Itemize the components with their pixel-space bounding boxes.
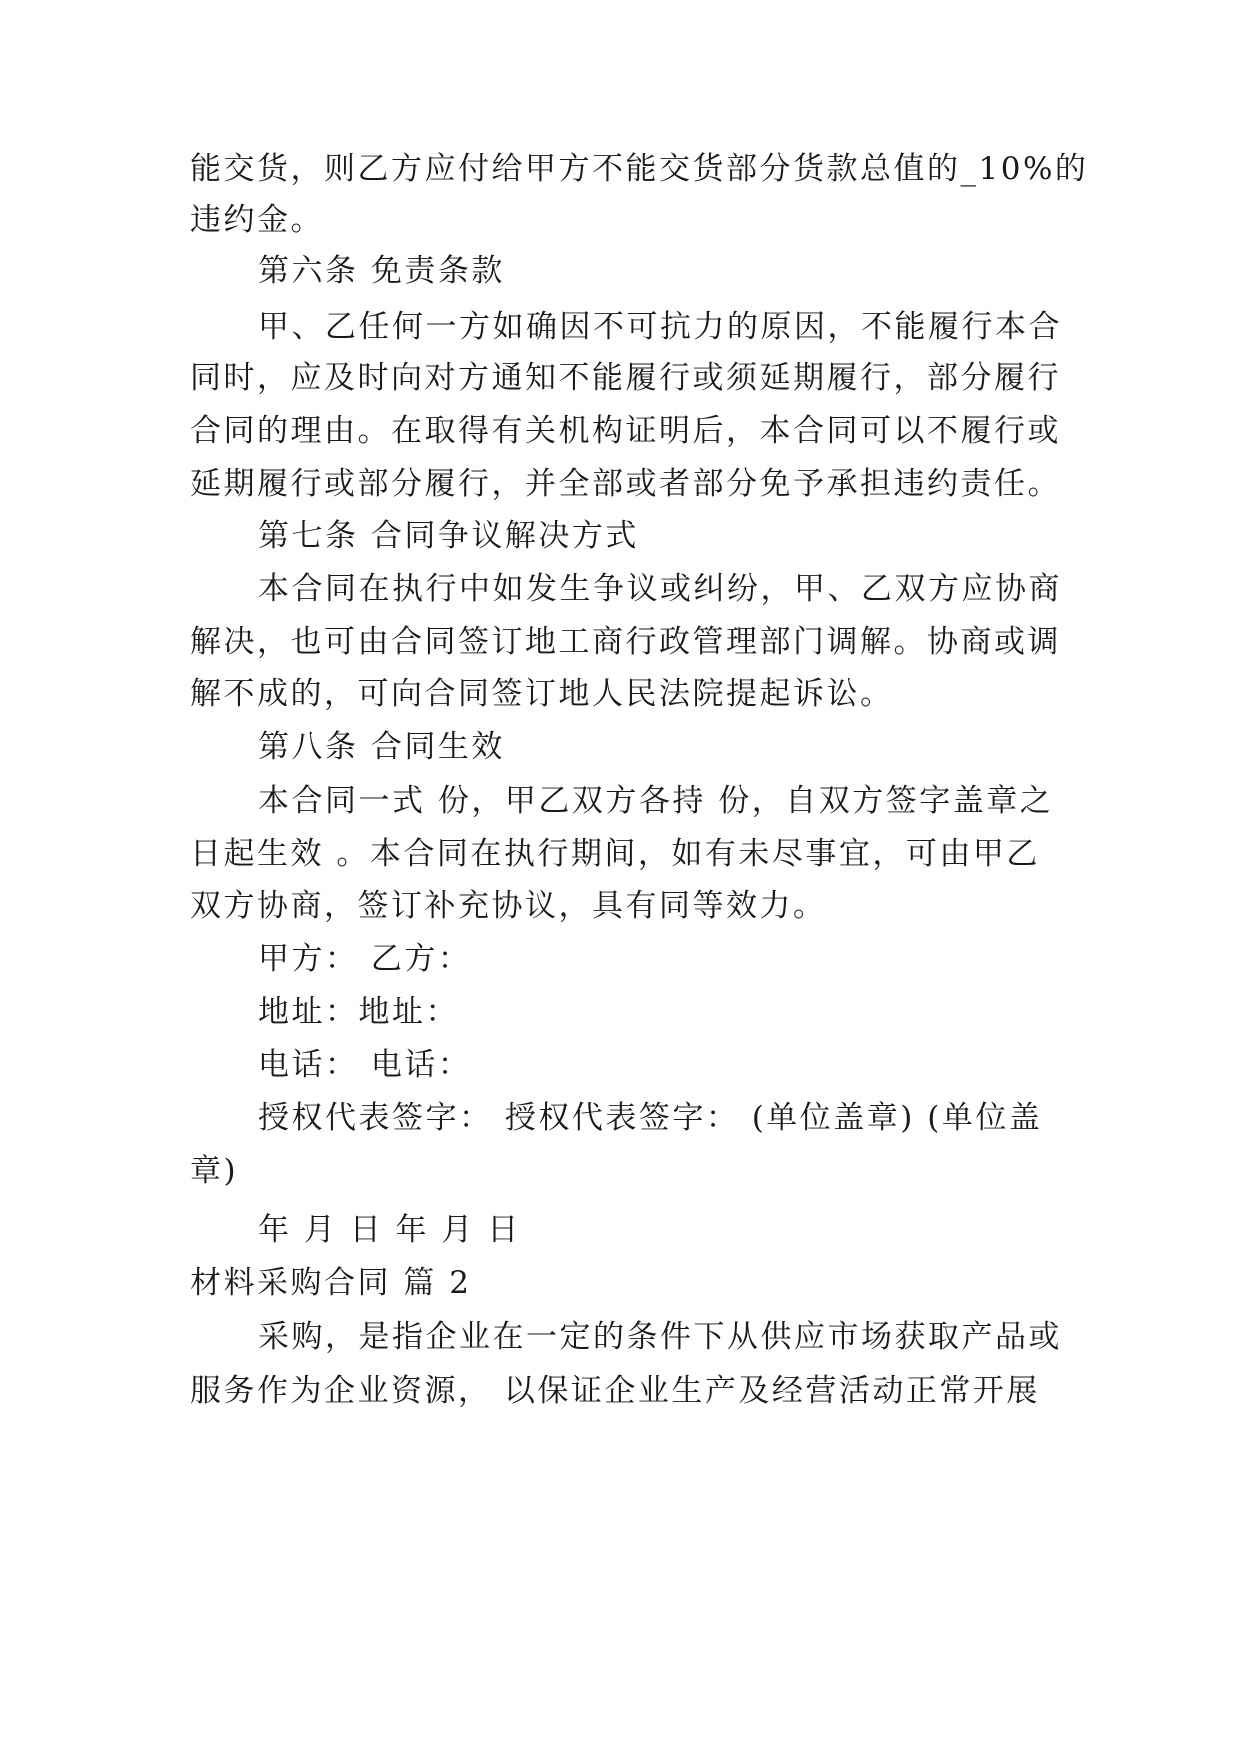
text-line: 本合同在执行中如发生争议或纠纷，甲、乙双方应协商 [258, 571, 1062, 607]
signature-field-party: 甲方： 乙方： [258, 941, 472, 977]
text-line: 双方协商，签订补充协议，具有同等效力。 [190, 888, 827, 924]
section-heading: 第六条 免责条款 [258, 253, 505, 289]
text-line: 违约金。 [190, 202, 324, 238]
text-line: 能交货，则乙方应付给甲方不能交货部分货款总值的_10%的 [190, 151, 1089, 187]
document-subtitle: 材料采购合同 篇 2 [190, 1265, 472, 1301]
text-line: 解决，也可由合同签订地工商行政管理部门调解。协商或调 [190, 624, 1061, 660]
text-line: 延期履行或部分履行，并全部或者部分免予承担违约责任。 [190, 466, 1061, 502]
text-line: 甲、乙任何一方如确因不可抗力的原因，不能履行本合 [258, 309, 1062, 345]
text-line: 解不成的，可向合同签订地人民法院提起诉讼。 [190, 676, 894, 712]
text-line: 本合同一式 份，甲乙双方各持 份，自双方签字盖章之 [258, 783, 1054, 819]
section-heading: 第七条 合同争议解决方式 [258, 518, 639, 554]
signature-field-date: 年 月 日 年 月 日 [258, 1212, 521, 1248]
section-heading: 第八条 合同生效 [258, 729, 505, 765]
text-line: 合同的理由。在取得有关机构证明后，本合同可以不履行或 [190, 413, 1061, 449]
text-line: 服务作为企业资源， 以保证企业生产及经营活动正常开展 [190, 1373, 1040, 1409]
text-line: 章) [190, 1153, 239, 1189]
signature-field-phone: 电话： 电话： [258, 1047, 472, 1083]
text-line: 日起生效 。本合同在执行期间，如有未尽事宜，可由甲乙 [190, 836, 1040, 872]
signature-field-representative: 授权代表签字： 授权代表签字： (单位盖章) (单位盖 [258, 1100, 1043, 1136]
text-line: 同时，应及时向对方通知不能履行或须延期履行，部分履行 [190, 360, 1061, 396]
signature-field-address: 地址：地址： [258, 994, 459, 1030]
text-line: 采购，是指企业在一定的条件下从供应市场获取产品或 [258, 1319, 1062, 1355]
